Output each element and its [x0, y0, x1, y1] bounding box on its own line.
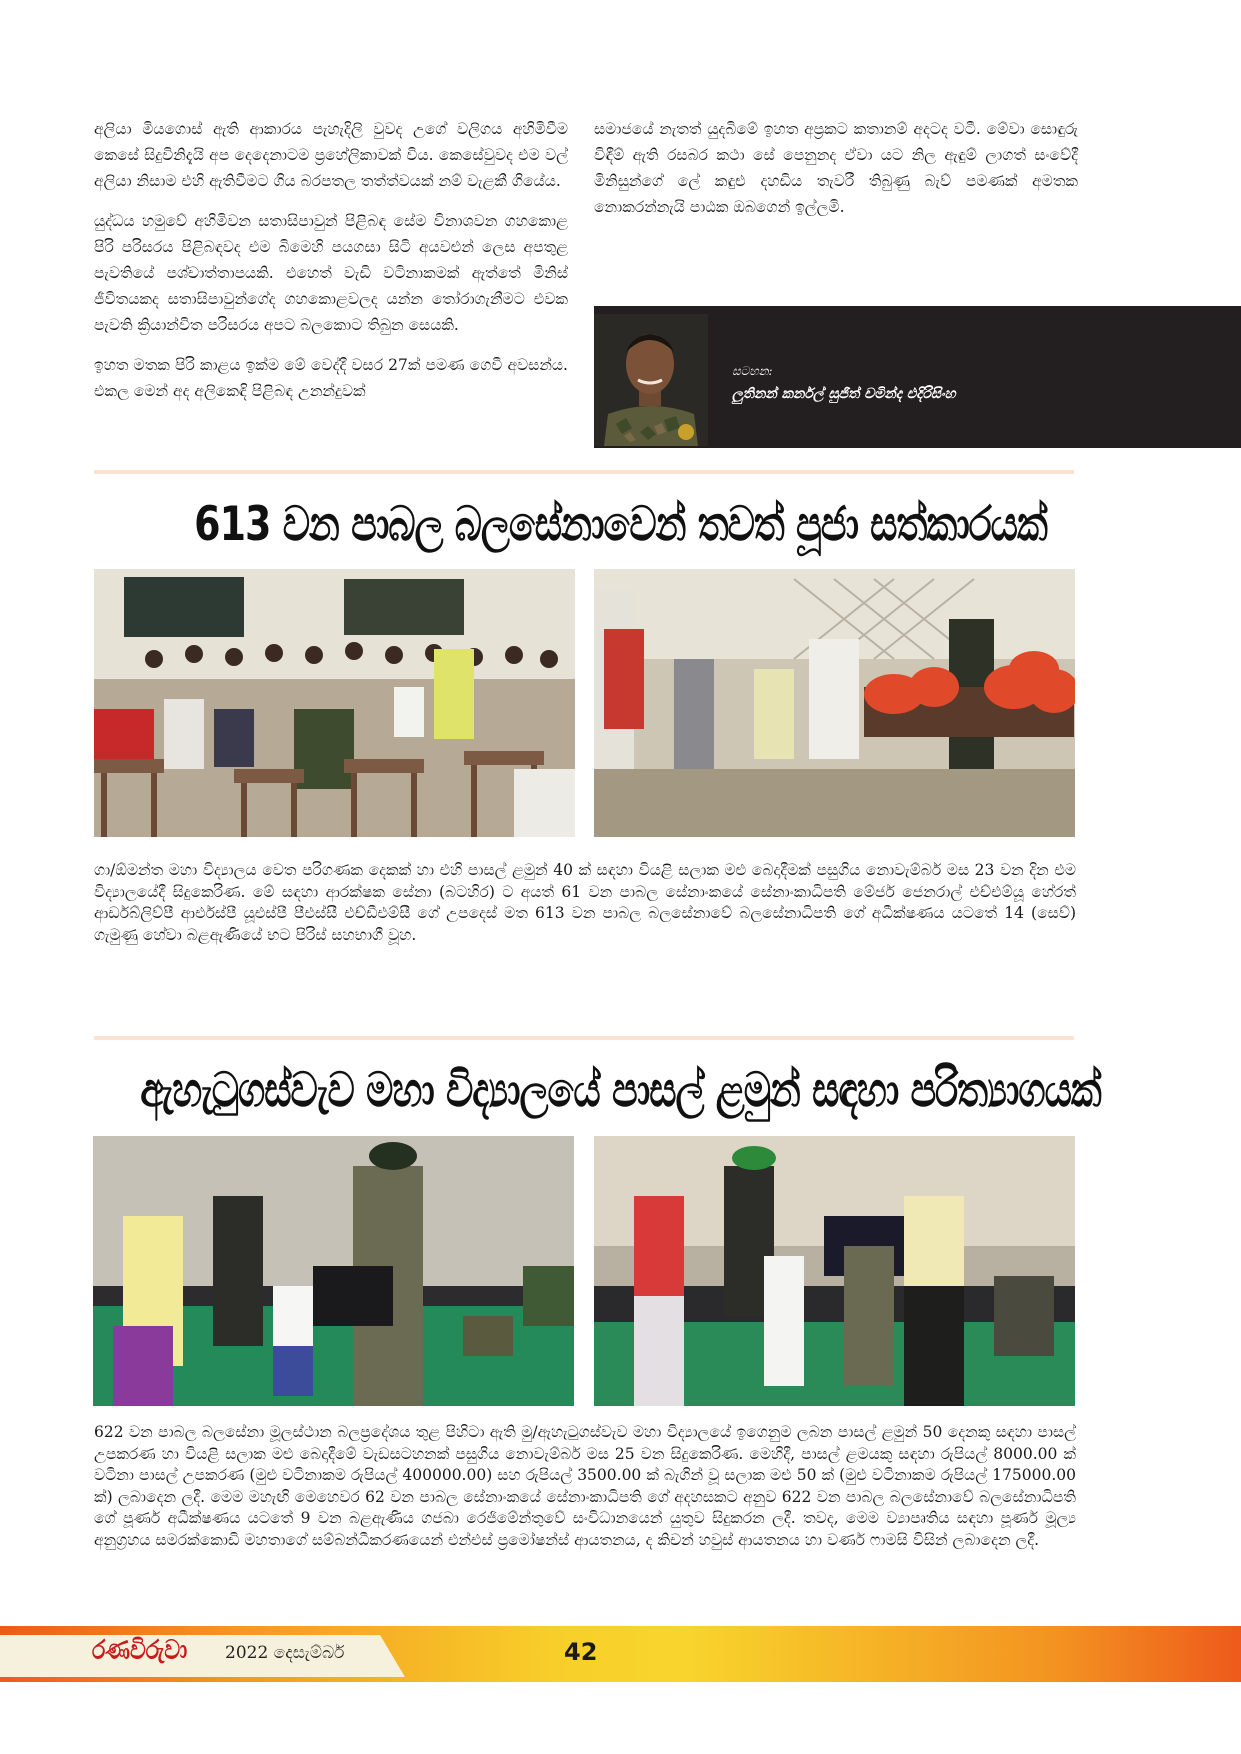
author-credit — [732, 360, 956, 406]
story1-caption: ගා/ඕමන්ත මහා විද්‍යාලය වෙත පරිගණක දෙකක් හා එහි පාසල් ළමුන් 40 ක් සඳහා වියළි සලාක මළු බෙදාදීමක් පසුගිය නොවැම්බර් මස 23 වන දින එම විද්‍යාලයේදී සිදුකෙරිණ. මේ සඳහා ආරක්ෂක සේනා (බටහිර) ට අයත් 61 වන පාබල සේනාංකයේ සේනාංකාධිපති මේජර් ජෙනරාල් එච්එම්යූ හේරත් ආර්ඩබ්ලිව්පී ආර්එස්පී යූඑස්පී පීඑස්සී එච්ඩීඑම්සී ගේ උපදෙස් මත 613 වන පාබල බලසේනාවේ බලසේනාධිපති ගේ අධීක්ෂණය යටතේ 14 (සෙව්) ගැමුණු හේවා බළඇණියේ භට පිරිස් සහභාගී වූහ. — [94, 861, 1076, 944]
story2-photo-handover-girl — [594, 1136, 1075, 1406]
article-right-column — [594, 116, 1078, 234]
story1-photo-distribution — [594, 569, 1075, 837]
magazine-logo: රණවිරුවා — [92, 1635, 188, 1666]
author-box — [594, 306, 1241, 448]
story1-headline: 613 වන පාබල බලසේනාවෙන් තවත් පූජා සත්කාරයක් — [194, 496, 1047, 552]
section-divider — [94, 470, 1074, 474]
issue-date: 2022 දෙසැම්බර් — [225, 1643, 345, 1663]
story2-photo-handover-boy — [93, 1136, 574, 1406]
article-left-column — [94, 116, 568, 418]
section-divider — [94, 1036, 1074, 1040]
paragraph: සමාජයේ නැතත් යුදබිමේ ඉහත අප්‍රකට කතානම් අදටද වටී. මේවා සොඳුරු විඳීම් ඇති රසබර කථා සේ පෙනුනද ඒවා යට නිල ඇඳුම් ලාගත් සංවේදී මිනිසුන්ගේ ලේ කඳුළු දහඩිය තැවරී තිබුණු බැව් පමණක් අමතක නොකරන්නැයි පාඨක ඔබගෙන් ඉල්ලමි. — [594, 120, 1078, 216]
author-name: ලුතිනන් කර්නල් සුජිත් චමින්ද එදිරිසිංහ — [732, 386, 956, 402]
paragraph: ඉහත මතක පිරි කාළය ඉක්ම මේ වෙද්දී වසර 27ක් පමණ ගෙවී අවසන්ය. එකල මෙන් අද අලිකෙඳි පිළිබඳ උනන්දුවක් — [94, 356, 568, 400]
story1-photo-assembly — [94, 569, 575, 837]
story2-caption: 622 වන පාබල බලසේනා මූලස්ථාන බලප්‍රදේශය තුළ පිහිටා ඇති මු/ඇහැටුගස්වැව මහා විද්‍යාලයේ ඉගෙනුම ලබන පාසල් ළමුන් 50 දෙනකු සඳහා පාසල් උපකරණ හා වියළි සලාක මළු බෙදාදීමේ වැඩසටහනක් පසුගිය නොවැම්බර් මස 25 වන සිදුකෙරිණ. මෙහිදී, පාසල් ළමයකු සඳහා රුපියල් 8000.00 ක් වටිනා පාසල් උපකරණ (මුළු වටිනාකම රුපියල් 400000.00) සහ රුපියල් 3500.00 ක් බැගින් වූ සලාක මළු 50 ක් (මුළු වටිනාකම රුපියල් 175000.00 ක්) ලබාදෙන ලදී. මෙම මහැඟි මෙහෙවර 62 වන පාබල සේනාංකයේ සේනාංකාධිපති ගේ අදහසකට අනුව 622 වන පාබල බලසේනාවේ බලසේනාධිපති ගේ පූර්ණ අධීක්ෂණය යටතේ 9 වන බළඇණිය ගජබා රෙජිමේන්තුවේ සංවිධානයෙන් යුතුව සිදුකරන ලදී. තවද, මෙම ව්‍යාපෘතිය සඳහා පූර්ණ මූල්‍ය අනුග්‍රහය සමරක්කොඩි මහතාගේ සම්බන්ධීකරණයෙන් එන්එස් ප්‍රමෝෂන්ස් ආයතනය, ද කිචන් හවුස් ආයතනය හා වර්ණ ෆාමසි විසින් ලබාදෙන ලදී. — [94, 1423, 1076, 1549]
author-role: සටහන: — [732, 364, 773, 378]
paragraph: යුද්ධය හමුවේ අහිමිවන සතාසිපාවුන් පිළිබඳ සේම විනාශවන ගහකොළ පිරි පරිසරය පිළිබඳවද එම බිමෙහි පයගසා සිටි අයවළුන් ලෙස අපතුළ පැවතියේ පශ්චාත්තාපයකි. එහෙත් වැඩි වටිනාකමක් ඇත්තේ මිනිස් ජීවිතයකද සතාසිපාවුන්ගේද ගහකොළවලද යන්න තෝරාගැනීමට එවක පැවති ක්‍රියාන්විත පරිසරය අපට බලකොට තිබුන සෙයකි. — [94, 212, 568, 334]
page-number: 42 — [564, 1638, 598, 1666]
story2-headline: ඇහැටුගස්වැව මහා විද්‍යාලයේ පාසල් ළමුන් සඳහා පරිත්‍යාගයක් — [140, 1062, 1101, 1118]
author-portrait — [594, 314, 708, 446]
paragraph: අලියා මියගොස් ඇති ආකාරය පැහැදිලි වුවද උගේ වලිගය අහිමිවීම කෙසේ සිදුවිනිදැයි අප දෙදෙනාටම ප්‍රහේලිකාවක් විය. කෙසේවුවද එම වල් අලියා නිසාම එහි ඇතිවීමට ගිය බරපතල තත්ත්වයක් නම් වැළකී ගියේය. — [94, 120, 568, 190]
